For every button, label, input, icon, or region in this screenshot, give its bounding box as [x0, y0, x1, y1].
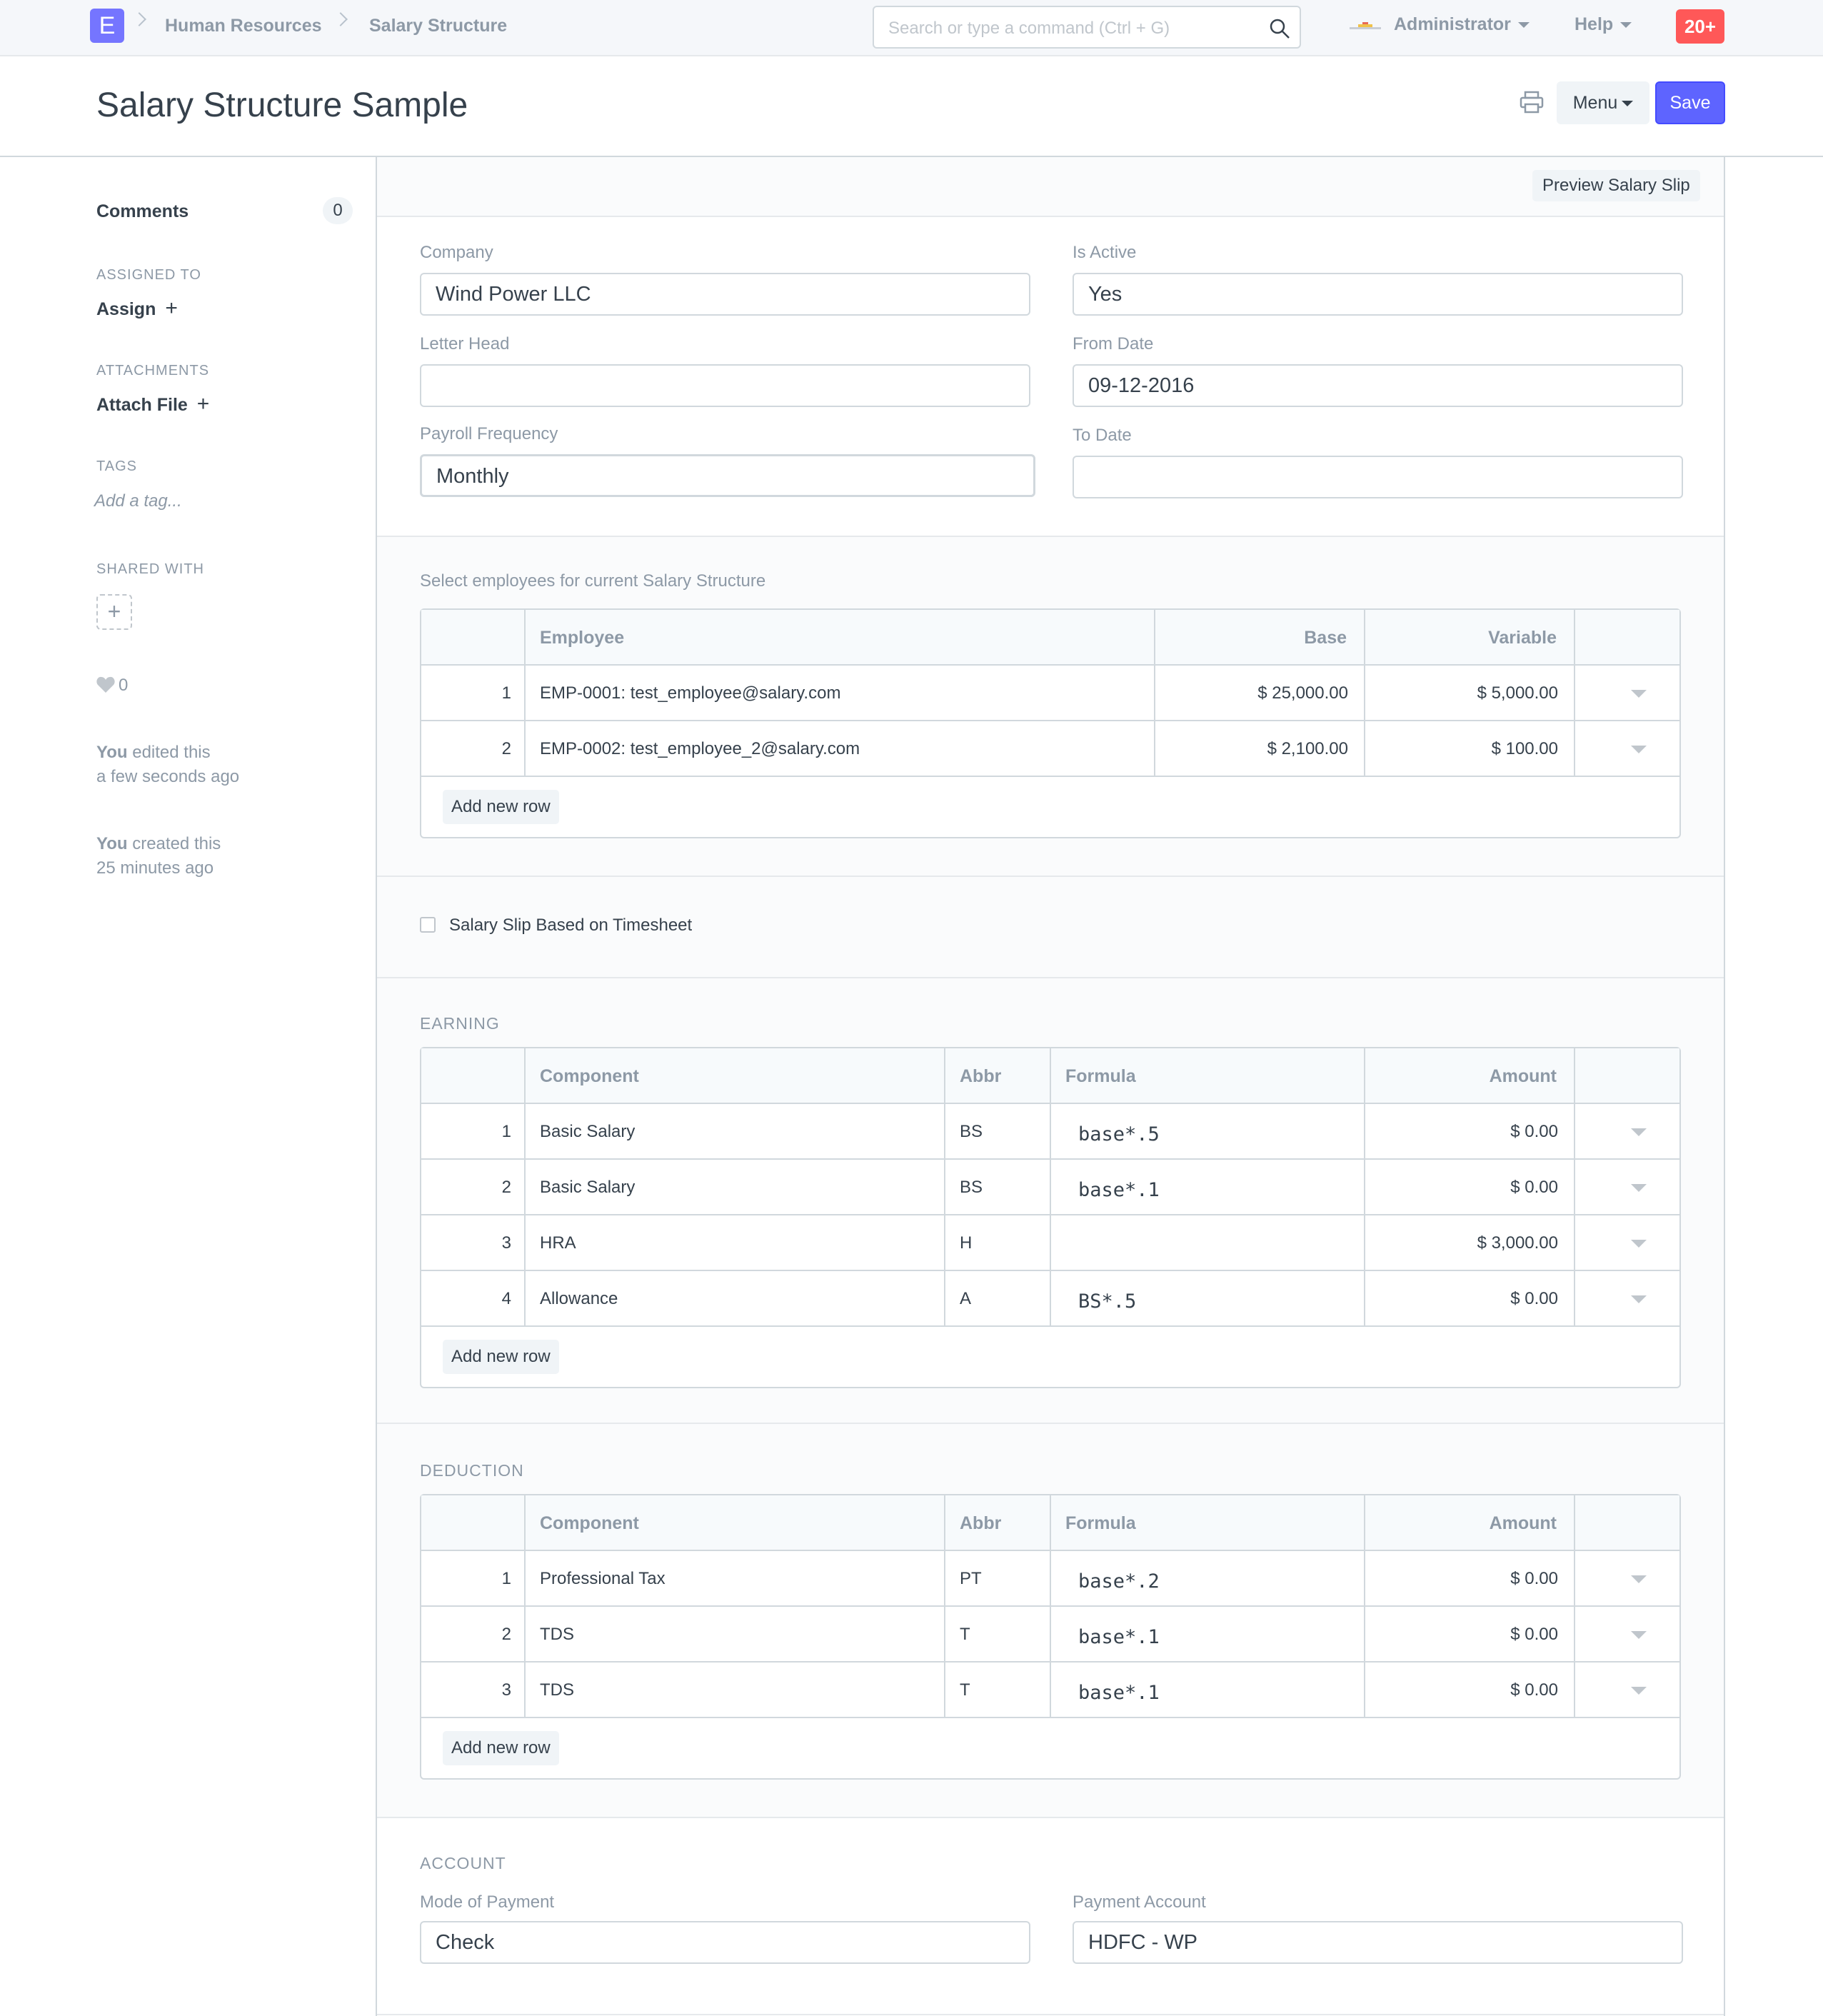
payroll-frequency-select[interactable]: Monthly — [420, 454, 1035, 497]
assign-button[interactable] — [96, 296, 178, 321]
shared-with-label: SHARED WITH — [96, 561, 204, 577]
row-menu-caret-icon[interactable] — [1631, 1295, 1647, 1303]
abbr-cell[interactable]: A — [960, 1289, 972, 1308]
column-divider — [1050, 1495, 1051, 1550]
component-cell[interactable]: Professional Tax — [540, 1569, 666, 1588]
formula-cell[interactable]: base*.1 — [1078, 1626, 1160, 1648]
user-name: Administrator — [1394, 14, 1511, 34]
abbr-cell[interactable]: PT — [960, 1569, 982, 1588]
account-section — [377, 1818, 1724, 2015]
amount-cell[interactable]: $ 3,000.00 — [1477, 1233, 1558, 1253]
activity-action: created this — [132, 834, 221, 853]
table-row[interactable] — [421, 1160, 1679, 1215]
company-field[interactable]: Wind Power LLC — [420, 273, 1030, 316]
column-header-amount: Amount — [1489, 1066, 1557, 1086]
column-divider — [524, 1160, 526, 1214]
column-divider — [1574, 666, 1575, 720]
column-divider — [524, 1048, 526, 1103]
amount-cell[interactable]: $ 0.00 — [1510, 1625, 1558, 1644]
variable-cell[interactable]: $ 5,000.00 — [1477, 683, 1558, 703]
formula-cell[interactable]: base*.1 — [1078, 1179, 1160, 1201]
preview-salary-slip-button[interactable]: Preview Salary Slip — [1532, 170, 1700, 201]
help-menu[interactable] — [1575, 14, 1632, 35]
column-divider — [1574, 721, 1575, 776]
abbr-cell[interactable]: BS — [960, 1178, 983, 1197]
activity-user: You — [96, 743, 128, 762]
chevron-right-icon — [333, 12, 348, 26]
column-divider — [1050, 1271, 1051, 1325]
column-divider — [1574, 1215, 1575, 1270]
column-divider — [524, 1607, 526, 1661]
formula-cell[interactable]: base*.1 — [1078, 1682, 1160, 1704]
caret-down-icon — [1622, 101, 1633, 106]
table-row[interactable] — [421, 1215, 1679, 1271]
column-header-abbr: Abbr — [960, 1066, 1002, 1086]
save-button[interactable]: Save — [1655, 81, 1725, 124]
column-divider — [1574, 1104, 1575, 1158]
column-divider — [524, 721, 526, 776]
amount-cell[interactable]: $ 0.00 — [1510, 1178, 1558, 1197]
employee-cell[interactable]: EMP-0002: test_employee_2@salary.com — [540, 739, 860, 758]
column-divider — [944, 1215, 945, 1270]
column-divider — [1574, 1160, 1575, 1214]
column-header-abbr: Abbr — [960, 1513, 1002, 1533]
likes-count: 0 — [119, 676, 129, 695]
plus-icon: + — [165, 296, 178, 320]
notification-badge[interactable]: 20+ — [1676, 9, 1724, 44]
table-row[interactable] — [421, 1551, 1679, 1607]
component-cell[interactable]: TDS — [540, 1680, 574, 1700]
column-divider — [524, 610, 526, 664]
search-input[interactable] — [873, 6, 1301, 49]
row-menu-caret-icon[interactable] — [1631, 1240, 1647, 1248]
table-header — [421, 1048, 1679, 1104]
plus-icon: + — [196, 392, 210, 416]
mode-of-payment-field[interactable]: Check — [420, 1921, 1030, 1964]
navbar — [0, 0, 1823, 56]
row-index: 1 — [501, 1569, 511, 1588]
table-row[interactable] — [421, 721, 1679, 777]
table-row[interactable] — [421, 1607, 1679, 1663]
to-date-label: To Date — [1073, 426, 1132, 445]
help-label: Help — [1575, 14, 1614, 34]
column-divider — [1574, 1607, 1575, 1661]
letter-head-field[interactable] — [420, 364, 1030, 407]
activity-user: You — [96, 834, 128, 853]
timesheet-label: Salary Slip Based on Timesheet — [449, 916, 693, 935]
column-divider — [1574, 1495, 1575, 1550]
form-layout — [376, 157, 1725, 2016]
chevron-right-icon — [132, 12, 146, 26]
abbr-cell[interactable]: H — [960, 1233, 973, 1253]
add-deduction-row-button[interactable]: Add new row — [443, 1731, 559, 1765]
breadcrumb-salary-structure[interactable]: Salary Structure — [369, 16, 508, 36]
search-placeholder: Search or type a command (Ctrl + G) — [888, 19, 1170, 38]
column-divider — [944, 1271, 945, 1325]
column-divider — [944, 1048, 945, 1103]
activity-item — [96, 743, 211, 763]
activity-action: edited this — [132, 743, 211, 762]
comments-link[interactable]: Comments — [96, 201, 189, 221]
column-divider — [1050, 1607, 1051, 1661]
page-title: Salary Structure Sample — [96, 86, 468, 124]
row-index: 3 — [501, 1233, 511, 1253]
employees-section — [377, 537, 1724, 877]
base-cell[interactable]: $ 2,100.00 — [1267, 739, 1348, 758]
mode-of-payment-label: Mode of Payment — [420, 1892, 555, 1912]
heart-icon[interactable] — [96, 676, 115, 693]
assigned-to-label: ASSIGNED TO — [96, 267, 201, 283]
column-divider — [944, 1607, 945, 1661]
letter-head-label: Letter Head — [420, 334, 510, 353]
form-toolbar — [377, 157, 1724, 217]
is-active-label: Is Active — [1073, 243, 1137, 262]
caret-down-icon — [1620, 22, 1632, 28]
payment-account-field[interactable]: HDFC - WP — [1073, 1921, 1683, 1964]
tags-label: TAGS — [96, 458, 137, 474]
column-divider — [524, 1104, 526, 1158]
caret-down-icon — [1518, 22, 1530, 28]
add-tag-input[interactable]: Add a tag... — [94, 491, 182, 511]
comments-count-badge: 0 — [323, 197, 353, 224]
component-cell[interactable]: HRA — [540, 1233, 576, 1253]
avatar[interactable] — [1350, 21, 1381, 31]
table-row[interactable] — [421, 1104, 1679, 1160]
column-divider — [1050, 1160, 1051, 1214]
company-label: Company — [420, 243, 493, 262]
from-date-field[interactable]: 09-12-2016 — [1073, 364, 1683, 407]
column-divider — [1574, 1551, 1575, 1605]
row-menu-caret-icon[interactable] — [1631, 690, 1647, 698]
column-divider — [1050, 1551, 1051, 1605]
is-active-select[interactable]: Yes — [1073, 273, 1683, 316]
column-divider — [1574, 1048, 1575, 1103]
column-divider — [1050, 1663, 1051, 1717]
amount-cell[interactable]: $ 0.00 — [1510, 1122, 1558, 1141]
details-section — [377, 217, 1724, 537]
attach-file-button[interactable] — [96, 392, 209, 416]
column-divider — [524, 1271, 526, 1325]
assign-label: Assign — [96, 299, 156, 319]
abbr-cell[interactable]: T — [960, 1680, 970, 1700]
attach-file-label: Attach File — [96, 395, 188, 415]
row-index: 2 — [501, 1178, 511, 1197]
component-cell[interactable]: Basic Salary — [540, 1178, 636, 1197]
column-divider — [524, 1551, 526, 1605]
row-menu-caret-icon[interactable] — [1631, 1631, 1647, 1639]
amount-cell[interactable]: $ 0.00 — [1510, 1680, 1558, 1700]
from-date-label: From Date — [1073, 334, 1154, 353]
column-divider — [524, 1663, 526, 1717]
app-logo[interactable]: E — [90, 9, 124, 43]
column-divider — [1050, 1215, 1051, 1270]
row-index: 3 — [501, 1680, 511, 1700]
formula-cell[interactable]: BS*.5 — [1078, 1290, 1137, 1313]
column-header-amount: Amount — [1489, 1513, 1557, 1533]
formula-cell[interactable]: base*.5 — [1078, 1123, 1160, 1145]
payroll-frequency-label: Payroll Frequency — [420, 424, 558, 443]
column-divider — [524, 666, 526, 720]
column-divider — [1574, 1663, 1575, 1717]
row-menu-caret-icon[interactable] — [1631, 746, 1647, 753]
timesheet-section — [377, 877, 1724, 978]
employees-table — [420, 608, 1681, 838]
column-header-component: Component — [540, 1066, 639, 1086]
row-menu-caret-icon[interactable] — [1631, 1687, 1647, 1695]
amount-cell[interactable]: $ 0.00 — [1510, 1289, 1558, 1308]
row-menu-caret-icon[interactable] — [1631, 1575, 1647, 1583]
amount-cell[interactable]: $ 0.00 — [1510, 1569, 1558, 1588]
timesheet-checkbox[interactable] — [420, 917, 436, 933]
menu-label: Menu — [1572, 93, 1618, 113]
row-menu-caret-icon[interactable] — [1631, 1128, 1647, 1136]
column-divider — [1050, 1048, 1051, 1103]
column-divider — [1574, 610, 1575, 664]
table-row[interactable] — [421, 666, 1679, 721]
column-divider — [944, 1551, 945, 1605]
row-menu-caret-icon[interactable] — [1631, 1184, 1647, 1192]
column-header-component: Component — [540, 1513, 639, 1533]
formula-cell[interactable]: base*.2 — [1078, 1570, 1160, 1593]
user-menu[interactable] — [1394, 14, 1530, 35]
row-index: 2 — [501, 1625, 511, 1644]
breadcrumb-human-resources[interactable]: Human Resources — [165, 16, 322, 36]
row-index: 4 — [501, 1289, 511, 1308]
component-cell[interactable]: TDS — [540, 1625, 574, 1644]
account-title: ACCOUNT — [420, 1854, 506, 1872]
table-header — [421, 1495, 1679, 1551]
activity-time: a few seconds ago — [96, 767, 240, 786]
column-divider — [1050, 1104, 1051, 1158]
employee-cell[interactable]: EMP-0001: test_employee@salary.com — [540, 683, 841, 703]
row-index: 1 — [501, 683, 511, 703]
column-divider — [1574, 1271, 1575, 1325]
row-index: 2 — [501, 739, 511, 758]
activity-time: 25 minutes ago — [96, 858, 214, 878]
component-cell[interactable]: Basic Salary — [540, 1122, 636, 1141]
variable-cell[interactable]: $ 100.00 — [1491, 739, 1558, 758]
base-cell[interactable]: $ 25,000.00 — [1257, 683, 1348, 703]
add-earning-row-button[interactable]: Add new row — [443, 1340, 559, 1374]
menu-button[interactable] — [1557, 81, 1649, 124]
add-share-button[interactable]: + — [96, 594, 132, 630]
deduction-section — [377, 1424, 1724, 1818]
attachments-label: ATTACHMENTS — [96, 363, 210, 378]
row-index: 1 — [501, 1122, 511, 1141]
component-cell[interactable]: Allowance — [540, 1289, 618, 1308]
column-header-base: Base — [1304, 628, 1347, 648]
column-divider — [944, 1495, 945, 1550]
abbr-cell[interactable]: BS — [960, 1122, 983, 1141]
column-divider — [524, 1215, 526, 1270]
print-icon[interactable] — [1520, 91, 1544, 114]
column-header-formula: Formula — [1065, 1513, 1136, 1533]
column-header-variable: Variable — [1488, 628, 1557, 648]
column-header-employee: Employee — [540, 628, 625, 648]
table-row[interactable] — [421, 1271, 1679, 1327]
column-divider — [944, 1663, 945, 1717]
payment-account-label: Payment Account — [1073, 1892, 1206, 1912]
deduction-table — [420, 1494, 1681, 1780]
column-divider — [524, 1495, 526, 1550]
search-icon — [1268, 17, 1291, 40]
employees-section-label: Select employees for current Salary Structure — [420, 571, 766, 591]
to-date-field[interactable] — [1073, 456, 1683, 498]
column-divider — [944, 1160, 945, 1214]
deduction-title: DEDUCTION — [420, 1461, 524, 1480]
abbr-cell[interactable]: T — [960, 1625, 970, 1644]
table-row[interactable] — [421, 1663, 1679, 1718]
earning-table — [420, 1047, 1681, 1388]
earning-title: EARNING — [420, 1014, 500, 1033]
table-header — [421, 610, 1679, 666]
column-divider — [944, 1104, 945, 1158]
activity-item — [96, 834, 221, 854]
earning-section — [377, 978, 1724, 1424]
column-header-formula: Formula — [1065, 1066, 1136, 1086]
add-employee-row-button[interactable]: Add new row — [443, 790, 559, 824]
